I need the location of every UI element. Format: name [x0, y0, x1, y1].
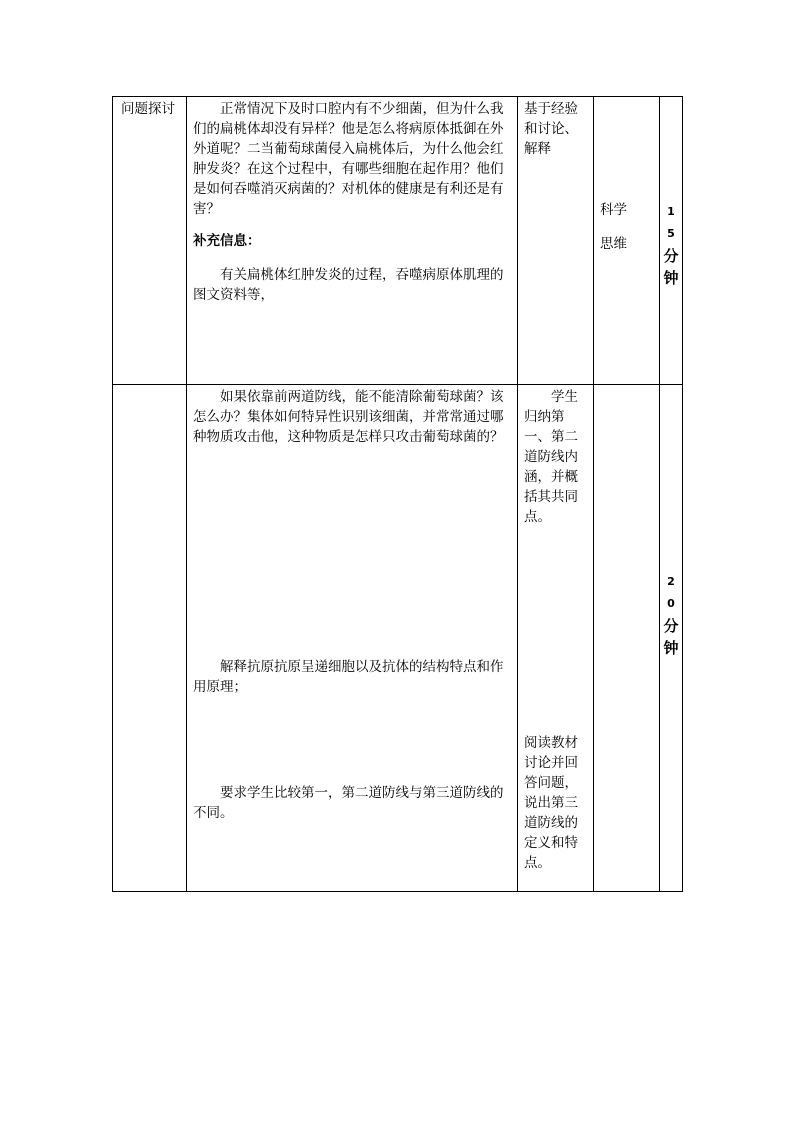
literacy-line-2: 思维	[600, 236, 627, 252]
stage-cell	[113, 97, 187, 385]
time-unit: 分	[663, 247, 679, 265]
explain-text: 解释抗原抗原呈递细胞以及抗体的结构特点和作用原理；	[193, 659, 504, 695]
question-text: 如果依靠前两道防线，能不能清除葡萄球菌？该怎么办？集体如何特异性识别该细菌，并常常通过哪种物质攻击他，这种物质是怎样只攻击葡萄球菌的？	[193, 389, 504, 445]
activity-text: 阅读教材讨论并回答问题，说出第三道防线的定义和特点。	[524, 735, 578, 871]
content-cell	[187, 97, 518, 385]
time-digit: 2	[667, 575, 675, 588]
activity-cell	[518, 385, 594, 892]
supplement-text: 有关扁桃体红肿发炎的过程，吞噬病原体肌理的图文资料等，	[193, 267, 504, 303]
table-row	[113, 97, 683, 385]
time-digit: 0	[667, 597, 675, 610]
activity-text: 学生归纳第一、第二道防线内涵，并概括其共同点。	[524, 389, 578, 525]
activity-cell	[518, 97, 594, 385]
time-cell	[660, 385, 683, 892]
time-cell	[660, 97, 683, 385]
activity-text: 基于经验和讨论、解释	[524, 101, 578, 157]
time-unit: 钟	[663, 639, 679, 657]
content-cell	[187, 385, 518, 892]
compare-text: 要求学生比较第一，第二道防线与第三道防线的不同。	[193, 785, 504, 821]
time-digit: 5	[667, 227, 675, 240]
supplement-title: 补充信息：	[193, 233, 261, 249]
literacy-cell	[594, 97, 660, 385]
table-row	[113, 385, 683, 892]
question-text: 正常情况下及时口腔内有不少细菌，但为什么我们的扁桃体却没有异样？他是怎么将病原体抵御在外外道呢？二当葡萄球菌侵入扁桃体后，为什么他会红肿发炎？在这个过程中，有哪些细胞在起作用？他们是如何吞噬消灭病菌的？对机体的健康是有利还是有害？	[193, 101, 504, 217]
stage-label: 问题探讨	[121, 101, 175, 117]
time-unit: 钟	[663, 269, 679, 287]
stage-cell	[113, 385, 187, 892]
lesson-plan-table	[112, 96, 683, 892]
time-unit: 分	[663, 617, 679, 635]
time-digit: 1	[667, 205, 675, 218]
literacy-line-1: 科学	[600, 202, 627, 218]
literacy-cell	[594, 385, 660, 892]
